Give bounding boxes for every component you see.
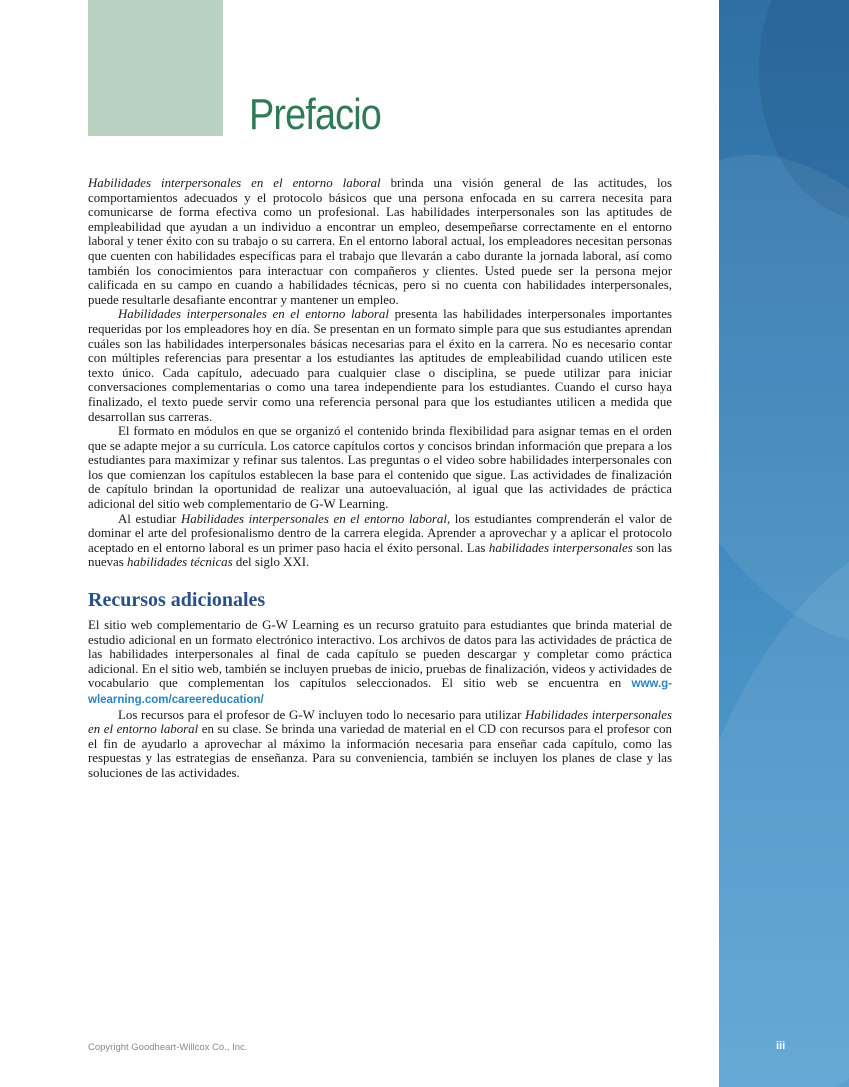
paragraph-2: Habilidades interpersonales en el entorno laboral presenta las habilidades interpersonales importantes requeridas por los empleadores hoy en día. Se presentan en un formato simple para que sus estudiantes aprendan cuáles son las habilidades interpersonales básicas necesarias para el éxito en la carrera. No es necesario contar con múltiples referencias para presentar a los estudiantes las aptitudes de empleabilidad cuando utilicen este texto único. Cada capítulo, adecuado para cualquier clase o disciplina, se puede utilizar para iniciar conversaciones complementarias o como una tarea independiente para los estudiantes. Cuando el curso haya finalizado, el texto puede servir como una referencia personal para que los estudiantes utilicen a medida que desarrollan sus carreras. [88, 307, 672, 424]
copyright-footer: Copyright Goodheart-Willcox Co., Inc. [88, 1042, 248, 1053]
paragraph-1: Habilidades interpersonales en el entorno laboral brinda una visión general de las actitudes, los comportamientos adecuados y el protocolo básicos que una persona enfocada en su carrera necesita para comunicarse de forma efectiva como un profesional. Las habilidades interpersonales son las aptitudes de empleabilidad que ayudan a un individuo a encontrar un empleo, desempeñarse correctamente en el entorno laboral y tener éxito con su trabajo o su carrera. En el entorno laboral actual, los empleadores necesitan personas que cuenten con habilidades específicas para el trabajo que llevarán a cabo durante la jornada laboral, así como también los conocimientos para interactuar con compañeros y clientes. Usted puede ser la persona mejor calificada en su campo en cuando a habilidades técnicas, pero si no cuenta con habilidades interpersonales, puede resultarle desafiante encontrar y mantener un empleo. [88, 176, 672, 307]
body-content [88, 176, 672, 781]
page-title: Prefacio [249, 90, 381, 139]
section-paragraph-2: Los recursos para el profesor de G-W incluyen todo lo necesario para utilizar Habilidades interpersonales en el entorno laboral en su clase. Se brinda una variedad de material en el CD con recursos para el profesor con el fin de ayudarlo a aprovechar al máximo la información necesaria para enseñar cada capítulo, como las respuestas y las estrategias de enseñanza. Para su conveniencia, también se incluyen los planes de clase y las soluciones de las actividades. [88, 707, 672, 780]
page-number: iii [776, 1040, 786, 1052]
decorative-side-band [719, 0, 849, 1087]
website-link[interactable]: www.g-wlearning.com/careereducation/ [88, 678, 672, 706]
paragraph-3: El formato en módulos en que se organizó el contenido brinda flexibilidad para asignar temas en el orden que se adapte mejor a su currícula. Los catorce capítulos cortos y concisos brindan información que prepara a los estudiantes para maximizar y refinar sus talentos. Las preguntas o el video sobre habilidades interpersonales con los que comienzan los capítulos establecen la base para el contenido que sigue. Las actividades de finalización de capítulo brindan la oportunidad de realizar una autoevaluación, al igual que las actividades de práctica adicional del sitio web complementario de G-W Learning. [88, 424, 672, 512]
decorative-green-block [88, 0, 223, 136]
paragraph-4: Al estudiar Habilidades interpersonales en el entorno laboral, los estudiantes comprenderán el valor de dominar el arte del profesionalismo dentro de la carrera elegida. Aprender a aprovechar y a aplicar el protocolo aceptado en el entorno laboral es un primer paso hacia el éxito personal. Las habilidades interpersonales son las nuevas habilidades técnicas del siglo XXI. [88, 511, 672, 570]
book-title-italic: Habilidades interpersonales en el entorno laboral [88, 176, 381, 190]
section-heading: Recursos adicionales [88, 589, 266, 612]
section-paragraph-1: El sitio web complementario de G-W Learning es un recurso gratuito para estudiantes que brinda material de estudio adicional en un formato electrónico interactivo. Los archivos de datos para las actividades de práctica de las habilidades interpersonales al final de cada capítulo se pueden descargar y completar como práctica adicional. En el sitio web, también se incluyen pruebas de inicio, pruebas de finalización, videos y actividades de vocabulario que complementan los capítulos seleccionados. El sitio web se encuentra en www.g-wlearning.com/careereducation/ [88, 618, 672, 706]
book-title-italic: Habilidades interpersonales en el entorno laboral [118, 307, 389, 322]
